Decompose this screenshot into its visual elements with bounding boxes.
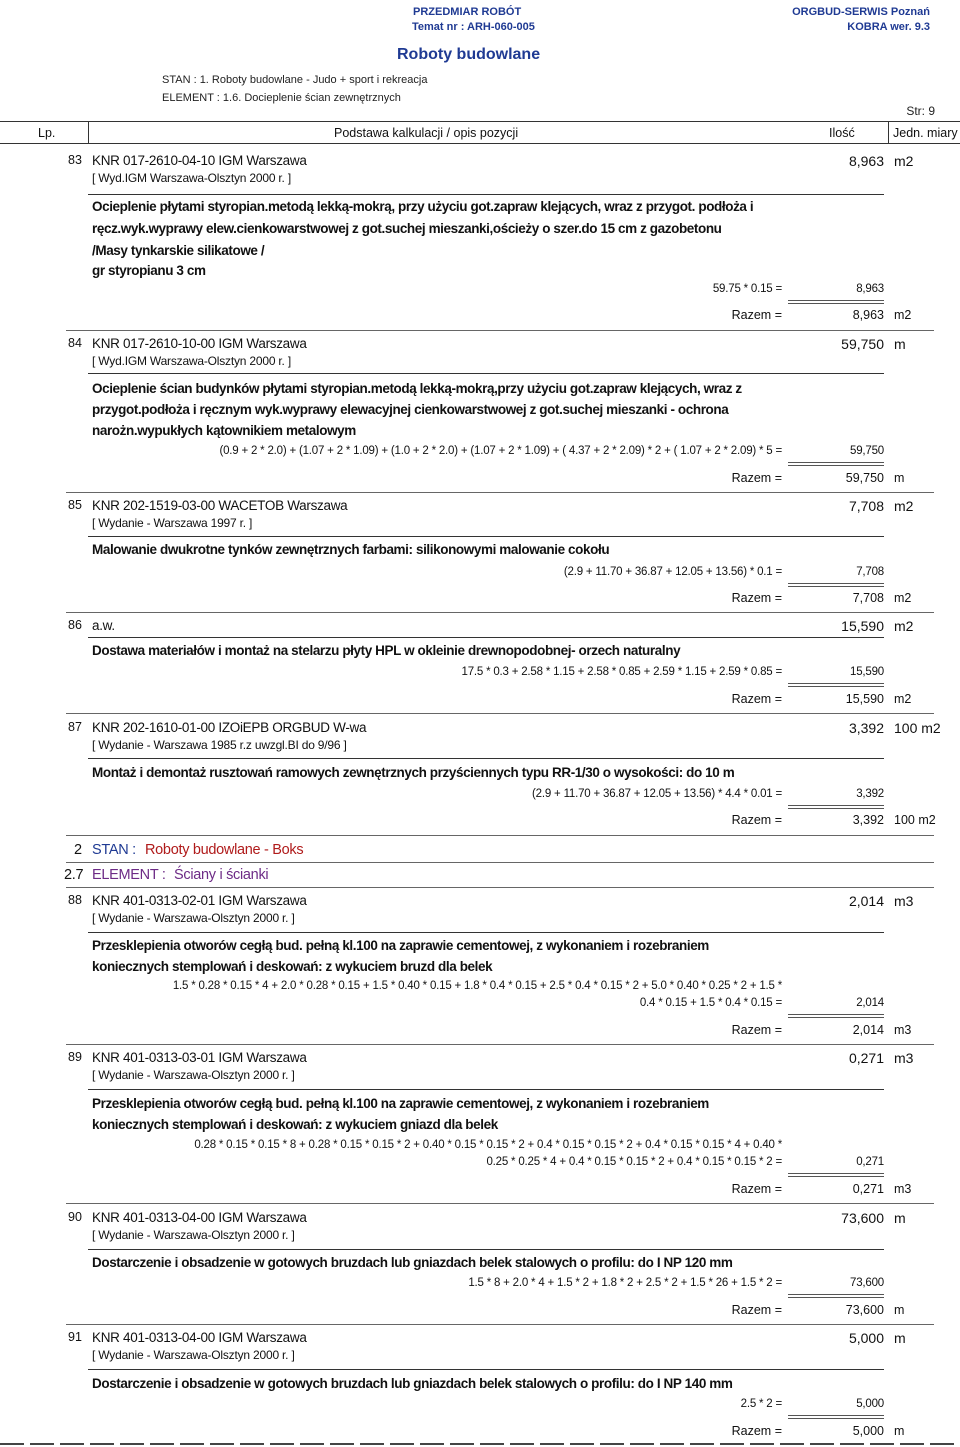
razem-label: Razem = [731,591,782,605]
razem-value: 15,590 [845,692,884,706]
col-jedn: Jedn. miary [893,126,958,140]
stan-line: STAN : 1. Roboty budowlane - Judo + sport i rekreacja [162,74,428,86]
item-calc-value: 5,000 [856,1398,884,1410]
temat-number: Temat nr : ARH-060-005 [412,21,535,33]
sum-rule [788,805,884,809]
razem-label: Razem = [731,1023,782,1037]
razem-unit: m3 [894,1182,912,1196]
item-description: Ocieplenie płytami styropian.metodą lekką-mokrą, przy użyciu got.zapraw klejących, wraz z przygot. podłoża i [92,199,754,214]
item-description: narożn.wypukłych kątownikiem metalowym [92,423,356,438]
item-number: 86 [68,618,82,632]
item-source: [ Wyd.IGM Warszawa-Olsztyn 2000 r. ] [92,354,291,368]
sum-rule [788,583,884,587]
item-calculation: (0.9 + 2 * 2.0) + (1.07 + 2 * 1.09) + (1.0 + 2 * 2.0) + (1.07 + 2 * 1.09) + ( 4.37 + 2 * 2.09) * 2 + ( 1.07 + 2 * 2.09) * 5 = [219,445,782,457]
item-quantity: 59,750 [841,336,884,352]
item-separator [66,835,934,836]
item-separator [66,330,934,331]
razem-value: 5,000 [852,1424,884,1438]
razem-unit: 100 m2 [894,813,936,827]
item-description: /Masy tynkarskie silikatowe / [92,243,265,258]
item-rule [88,1369,884,1370]
item-source: [ Wydanie - Warszawa-Olsztyn 2000 r. ] [92,1068,295,1082]
item-quantity: 8,963 [848,153,884,169]
item-unit: 100 m2 [894,720,941,736]
item-separator [66,612,934,613]
item-quantity: 73,600 [841,1210,884,1226]
item-rule [88,637,884,638]
page-bottom-rule [0,1443,960,1445]
stan-label: STAN : [92,842,136,858]
col-lp: Lp. [38,126,56,140]
razem-label: Razem = [731,692,782,706]
item-code: KNR 401-0313-02-01 IGM Warszawa [92,893,307,908]
item-calculation: 0.25 * 0.25 * 4 + 0.4 * 0.15 * 0.15 * 2 + 0.4 * 0.15 * 0.15 * 2 = [486,1156,782,1168]
item-description: Przesklepienia otworów cegłą bud. pełną kl.100 na zaprawie cementowej, z wykonaniem i rozebraniem [92,1096,709,1111]
item-description: koniecznych stemplowań i deskowań: z wykuciem bruzd dla belek [92,959,493,974]
item-calc-value: 3,392 [856,788,884,800]
razem-value: 0,271 [852,1182,884,1196]
item-unit: m2 [894,618,914,634]
sum-rule [788,1014,884,1018]
item-calculation: (2.9 + 11.70 + 36.87 + 12.05 + 13.56) * 4.4 * 0.01 = [532,788,782,800]
razem-label: Razem = [731,1303,782,1317]
element-number: 2.7 [64,867,84,883]
item-description: Dostarczenie i obsadzenie w gotowych bruzdach lub gniazdach belek stalowych o profilu: do I NP 140 mm [92,1376,733,1391]
item-number: 91 [68,1330,82,1344]
item-code: KNR 401-0313-04-00 IGM Warszawa [92,1210,307,1225]
item-unit: m [894,336,906,352]
item-calculation: (2.9 + 11.70 + 36.87 + 12.05 + 13.56) * 0.1 = [563,566,782,578]
item-number: 87 [68,720,82,734]
razem-label: Razem = [731,813,782,827]
item-number: 90 [68,1210,82,1224]
col-ilosc: Ilość [829,126,855,140]
item-description: Dostawa materiałów i montaż na stelarzu płyty HPL w okleinie drewnopodobnej- orzech naturalny [92,643,681,658]
razem-label: Razem = [731,1182,782,1196]
razem-unit: m [894,1424,905,1438]
sum-rule [788,1173,884,1177]
element-separator [66,887,934,888]
razem-value: 59,750 [845,471,884,485]
sum-rule [788,462,884,466]
item-code: KNR 401-0313-04-00 IGM Warszawa [92,1330,307,1345]
item-separator [66,713,934,714]
item-code: KNR 017-2610-10-00 IGM Warszawa [92,336,307,351]
item-number: 85 [68,498,82,512]
item-calc-value: 2,014 [856,997,884,1009]
razem-value: 73,600 [845,1303,884,1317]
item-number: 83 [68,153,82,167]
item-code: a.w. [92,618,115,633]
company-name: ORGBUD-SERWIS Poznań [792,6,930,18]
item-rule [88,932,884,933]
item-description: przygot.podłoża i ręcznym wyk.wyprawy elewacyjnej cienkowarstwowej z got.suchej mieszanki - ochrona [92,402,729,417]
kobra-version: KOBRA wer. 9.3 [847,21,930,33]
element-line: ELEMENT : 1.6. Docieplenie ścian zewnętrznych [162,92,401,104]
razem-value: 3,392 [852,813,884,827]
item-calc-value: 8,963 [856,283,884,295]
col-divider [888,121,889,144]
item-unit: m3 [894,1050,914,1066]
item-code: KNR 202-1519-03-00 WACETOB Warszawa [92,498,348,513]
item-description: Dostarczenie i obsadzenie w gotowych bruzdach lub gniazdach belek stalowych o profilu: do I NP 120 mm [92,1255,733,1270]
item-rule [88,1089,884,1090]
item-unit: m3 [894,893,914,909]
razem-unit: m2 [894,308,912,322]
item-quantity: 7,708 [848,498,884,514]
item-number: 88 [68,893,82,907]
col-podstawa: Podstawa kalkulacji / opis pozycji [334,126,519,140]
item-rule [88,536,884,537]
item-description: Ocieplenie ścian budynków płytami styropian.metodą lekką-mokrą,przy użyciu got.zapraw klejących, wraz z [92,381,742,396]
item-source: [ Wyd.IGM Warszawa-Olsztyn 2000 r. ] [92,171,291,185]
item-calc-value: 7,708 [856,566,884,578]
item-rule [88,758,884,759]
razem-label: Razem = [731,471,782,485]
item-unit: m [894,1330,906,1346]
item-quantity: 0,271 [848,1050,884,1066]
item-description: Malowanie dwukrotne tynków zewnętrznych farbami: silikonowymi malowanie cokołu [92,542,610,557]
razem-unit: m [894,471,905,485]
item-calculation: 1.5 * 0.28 * 0.15 * 4 + 2.0 * 0.28 * 0.15 + 1.5 * 0.40 * 0.15 + 1.8 * 0.4 * 0.15 + 2.5 * 0.4 * 0.15 * 2 + 5.0 * 0.40 * 0.25 * 2 + 1.5 * [172,980,782,992]
item-quantity: 15,590 [841,618,884,634]
item-separator [66,492,934,493]
element-label: ELEMENT : [92,867,166,883]
item-source: [ Wydanie - Warszawa-Olsztyn 2000 r. ] [92,1228,295,1242]
item-calc-value: 73,600 [850,1277,884,1289]
item-number: 89 [68,1050,82,1064]
item-source: [ Wydanie - Warszawa-Olsztyn 2000 r. ] [92,911,295,925]
item-quantity: 2,014 [848,893,884,909]
razem-unit: m2 [894,692,912,706]
item-calculation: 1.5 * 8 + 2.0 * 4 + 1.5 * 2 + 1.8 * 2 + 2.5 * 2 + 1.5 * 26 + 1.5 * 2 = [468,1277,782,1289]
header-bottom-rule [0,143,960,144]
razem-unit: m3 [894,1023,912,1037]
item-code: KNR 017-2610-04-10 IGM Warszawa [92,153,307,168]
sum-rule [788,1415,884,1419]
element-name: Ściany i ścianki [174,867,269,883]
stan-name: Roboty budowlane - Boks [145,842,304,858]
item-unit: m [894,1210,906,1226]
item-source: [ Wydanie - Warszawa 1985 r.z uwzgl.BI do 9/96 ] [92,738,347,752]
item-calc-value: 15,590 [850,666,884,678]
item-calc-value: 59,750 [850,445,884,457]
page-number: Str: 9 [906,104,935,118]
item-description: Przesklepienia otworów cegłą bud. pełną kl.100 na zaprawie cementowej, z wykonaniem i rozebraniem [92,938,709,953]
item-rule [88,194,884,195]
item-quantity: 5,000 [848,1330,884,1346]
item-description: koniecznych stemplowań i deskowań: z wykuciem gniazd dla belek [92,1117,498,1132]
item-code: KNR 202-1610-01-00 IZOiEPB ORGBUD W-wa [92,720,367,735]
item-calculation: 2.5 * 2 = [740,1398,782,1410]
razem-value: 2,014 [852,1023,884,1037]
program-title: PRZEDMIAR ROBÓT [413,6,522,18]
razem-value: 8,963 [852,308,884,322]
item-calculation: 0.28 * 0.15 * 0.15 * 8 + 0.28 * 0.15 * 0.15 * 2 + 0.40 * 0.15 * 0.15 * 2 + 0.4 * 0.15 * 0.15 * 2 + 0.4 * 0.15 * 0.15 * 4 + 0.40 * [194,1139,782,1151]
item-quantity: 3,392 [848,720,884,736]
razem-value: 7,708 [852,591,884,605]
item-calculation: 17.5 * 0.3 + 2.58 * 1.15 + 2.58 * 0.85 + 2.59 * 1.15 + 2.59 * 0.85 = [461,666,782,678]
item-source: [ Wydanie - Warszawa-Olsztyn 2000 r. ] [92,1348,295,1362]
item-rule [88,1249,884,1250]
item-calculation: 59.75 * 0.15 = [712,283,782,295]
item-separator [66,1324,934,1325]
razem-label: Razem = [731,308,782,322]
sum-rule [788,683,884,687]
item-description: gr styropianu 3 cm [92,263,206,278]
razem-label: Razem = [731,1424,782,1438]
item-number: 84 [68,336,82,350]
item-calculation: 0.4 * 0.15 + 1.5 * 0.4 * 0.15 = [639,997,782,1009]
item-separator [66,1203,934,1204]
razem-unit: m2 [894,591,912,605]
stan-number: 2 [74,842,82,858]
item-description: Montaż i demontaż rusztowań ramowych zewnętrznych przyściennych typu RR-1/30 o wysokości: do 10 m [92,765,735,780]
item-source: [ Wydanie - Warszawa 1997 r. ] [92,516,253,530]
item-calc-value: 0,271 [856,1156,884,1168]
sum-rule [788,1294,884,1298]
item-unit: m2 [894,498,914,514]
header-top-rule [0,121,960,122]
sum-rule [788,300,884,304]
document-title: Roboty budowlane [397,46,541,63]
razem-unit: m [894,1303,905,1317]
item-separator [66,1044,934,1045]
item-rule [88,373,884,374]
stan-separator [66,862,934,863]
item-description: ręcz.wyk.wyprawy elew.cienkowarstwowej z got.suchej mieszanki,ościeży o szer.do 15 cm z gazobetonu [92,221,722,236]
item-code: KNR 401-0313-03-01 IGM Warszawa [92,1050,307,1065]
item-unit: m2 [894,153,914,169]
col-divider [88,121,89,144]
